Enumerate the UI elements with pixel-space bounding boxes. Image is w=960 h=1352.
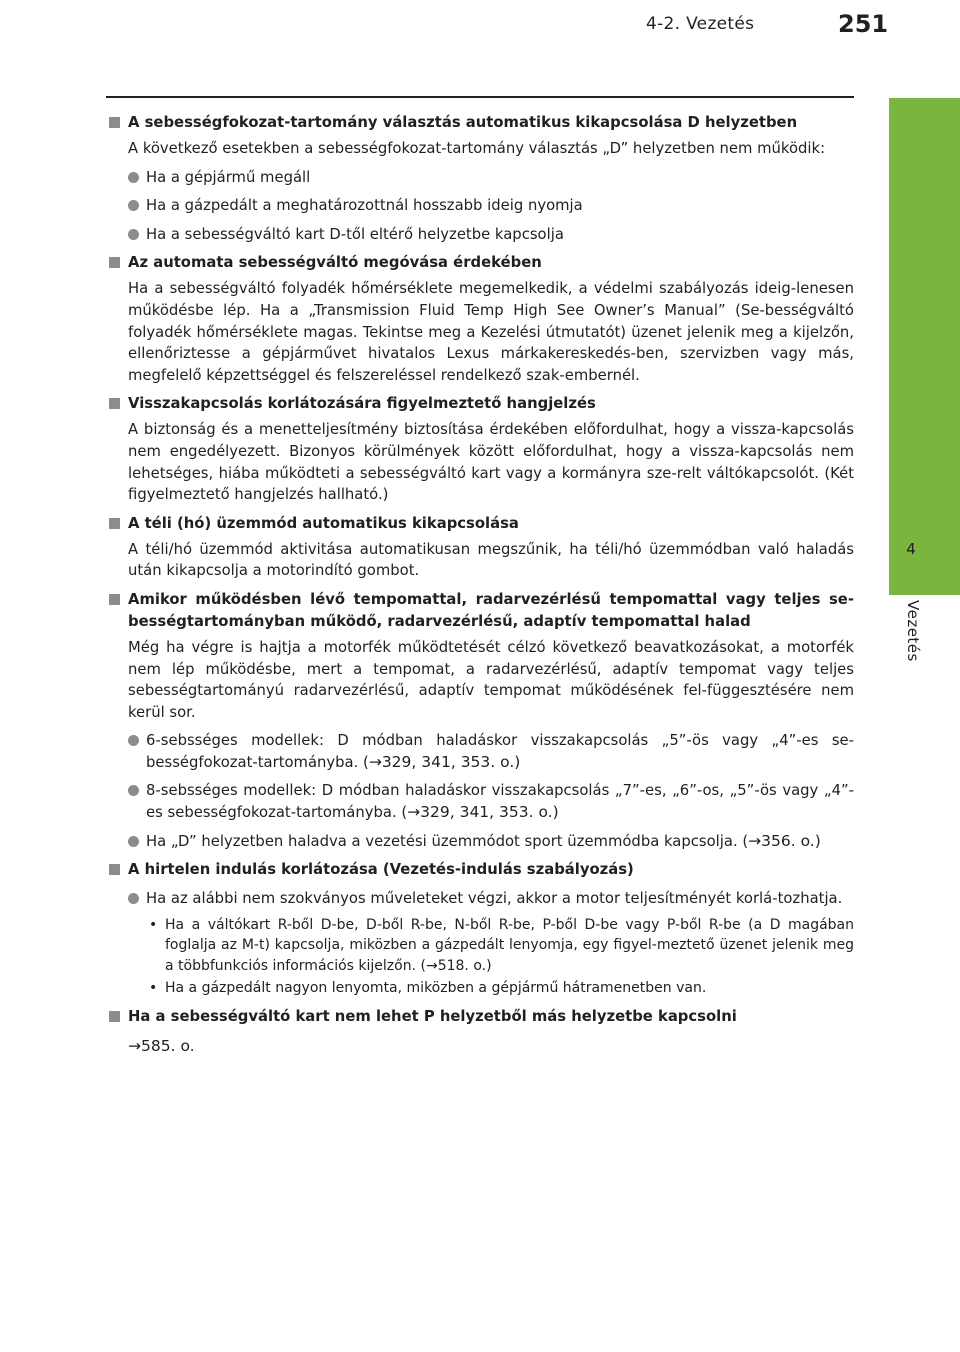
square-bullet-icon	[109, 117, 120, 128]
circle-bullet-icon	[128, 836, 139, 847]
section-title: A sebességfokozat-tartomány választás automatikus kikapcsolása D helyzetben	[108, 112, 854, 134]
list-item: 8-sebsséges modellek: D módban haladáskor visszakapcsolás „7”-es, „6”-os, „5”-ös vagy „4”-es sebességfokozat-tartományba. (→329, 341, 353. o.)	[108, 780, 854, 823]
page-number: 251	[838, 10, 889, 38]
section-title: Visszakapcsolás korlátozására figyelmeztető hangjelzés	[108, 393, 854, 415]
sub-item: • Ha a gázpedált nagyon lenyomta, miközben a gépjármű hátramenetben van.	[108, 978, 854, 999]
list-item: Ha „D” helyzetben haladva a vezetési üzemmódot sport üzemmódba kapcsolja. (→356. o.)	[108, 831, 854, 853]
section-text	[108, 1036, 854, 1058]
list-item: Ha a gázpedált a meghatározottnál hosszabb ideig nyomja	[108, 195, 854, 217]
chapter-tab	[889, 98, 960, 595]
circle-bullet-icon	[128, 785, 139, 796]
section-title: Ha a sebességváltó kart nem lehet P helyzetből más helyzetbe kapcsolni	[108, 1006, 854, 1028]
section-title: Az automata sebességváltó megóvása érdekében	[108, 252, 854, 274]
chapter-number: 4	[906, 540, 916, 558]
arrow-icon: →	[368, 752, 382, 771]
list-item: Ha a gépjármű megáll	[108, 167, 854, 189]
list-item: 6-sebsséges modellek: D módban haladáskor visszakapcsolás „5”-ös vagy „4”-es se-bességfokozat-tartományba. (→329, 341, 353. o.)	[108, 730, 854, 773]
page-content	[108, 112, 854, 1057]
circle-bullet-icon	[128, 893, 139, 904]
section-title: A hirtelen indulás korlátozása (Vezetés-indulás szabályozás)	[108, 859, 854, 881]
arrow-icon: →	[407, 803, 421, 822]
circle-bullet-icon	[128, 172, 139, 183]
section-text: A téli/hó üzemmód aktivitása automatikusan megszűnik, ha téli/hó üzemmódban való haladás után kikapcsolja a motorindító gombot.	[128, 540, 854, 580]
page-reference[interactable]: 329, 341, 353. o.)	[381, 752, 521, 771]
arrow-icon: →	[425, 957, 438, 974]
page-reference[interactable]: 329, 341, 353. o.)	[420, 803, 559, 822]
section-header: 4-2. Vezetés	[646, 14, 755, 34]
section-text: A biztonság és a menetteljesítmény biztosítása érdekében előfordulhat, hogy a vissza-kapcsolás nem engedélyezett. Bizonyos körülmények között előfordulhat, hogy a vissza-kapcsolás nem lehetséges, hiába működteti a sebességváltó kart vagy a kormányra sze-relt váltókapcsolót. (Két figyelmeztető hangjelzés hallható.)	[128, 421, 854, 504]
list-item: Ha az alábbi nem szokványos műveleteket végzi, akkor a motor teljesítményét korlá-tozhatja.	[108, 888, 854, 910]
list-item: Ha a sebességváltó kart D-től eltérő helyzetbe kapcsolja	[108, 224, 854, 246]
circle-bullet-icon	[128, 229, 139, 240]
section-title: Amikor működésben lévő tempomattal, radarvezérlésű tempomattal vagy teljes se-bességtartományban működő, radarvezérlésű, adaptív tempomattal halad	[108, 589, 854, 633]
square-bullet-icon	[109, 518, 120, 529]
square-bullet-icon	[109, 864, 120, 875]
chapter-label: Vezetés	[904, 600, 922, 662]
header-rule	[106, 96, 854, 98]
square-bullet-icon	[109, 594, 120, 605]
section-text: A következő esetekben a sebességfokozat-tartomány választás „D” helyzetben nem működik:	[128, 140, 826, 157]
section-text: Még ha végre is hajtja a motorfék működtetését célzó következő beavatkozásokat, a motorfék nem lép működésbe, mert a tempomat, a radarvezérlésű, adaptív tempomat vagy teljes sebességtartományú radarvezérlésű, adaptív tempomat működésének fel-függesztésére nem kerül sor.	[128, 638, 854, 721]
square-bullet-icon	[109, 257, 120, 268]
circle-bullet-icon	[128, 735, 139, 746]
page-reference[interactable]: 585. o.	[141, 1036, 195, 1055]
page-reference[interactable]: 356. o.)	[761, 831, 821, 850]
arrow-icon: →	[128, 1036, 141, 1055]
dot-marker-icon: •	[149, 916, 158, 933]
section-text: Ha a sebességváltó folyadék hőmérséklete megemelkedik, a védelmi szabályozás ideig-lenesen működésbe lép. Ha a „Transmission Fluid Temp High See Owner’s Manual” (Se-bességváltó folyadék hőmérséklete magas. Tekintse meg a Kezelési útmutatót) üzenet jelenik meg a kijelzőn, ellenőriztesse a gépjárművet hivatalos Lexus márkakereskedés-ben, szervizben vagy más, megfelelő képzettséggel és felszereléssel rendelkező szak-embernél.	[128, 280, 854, 384]
section-title: A téli (hó) üzemmód automatikus kikapcsolása	[108, 513, 854, 535]
sub-item: • Ha a váltókart R-ből D-be, D-ből R-be, N-ből R-be, P-ből D-be vagy P-ből R-be (a D magában foglalja az M-t) kapcsolja, miközben a gázpedált lenyomja, egy figyel-meztető üzenet jelenik meg a többfunkciós információs kijelzőn. (→518. o.)	[149, 916, 854, 974]
circle-bullet-icon	[128, 200, 139, 211]
dot-marker-icon: •	[149, 980, 158, 997]
arrow-icon: →	[748, 831, 762, 850]
square-bullet-icon	[109, 1011, 120, 1022]
square-bullet-icon	[109, 398, 120, 409]
page-reference[interactable]: 518. o.)	[437, 957, 492, 974]
